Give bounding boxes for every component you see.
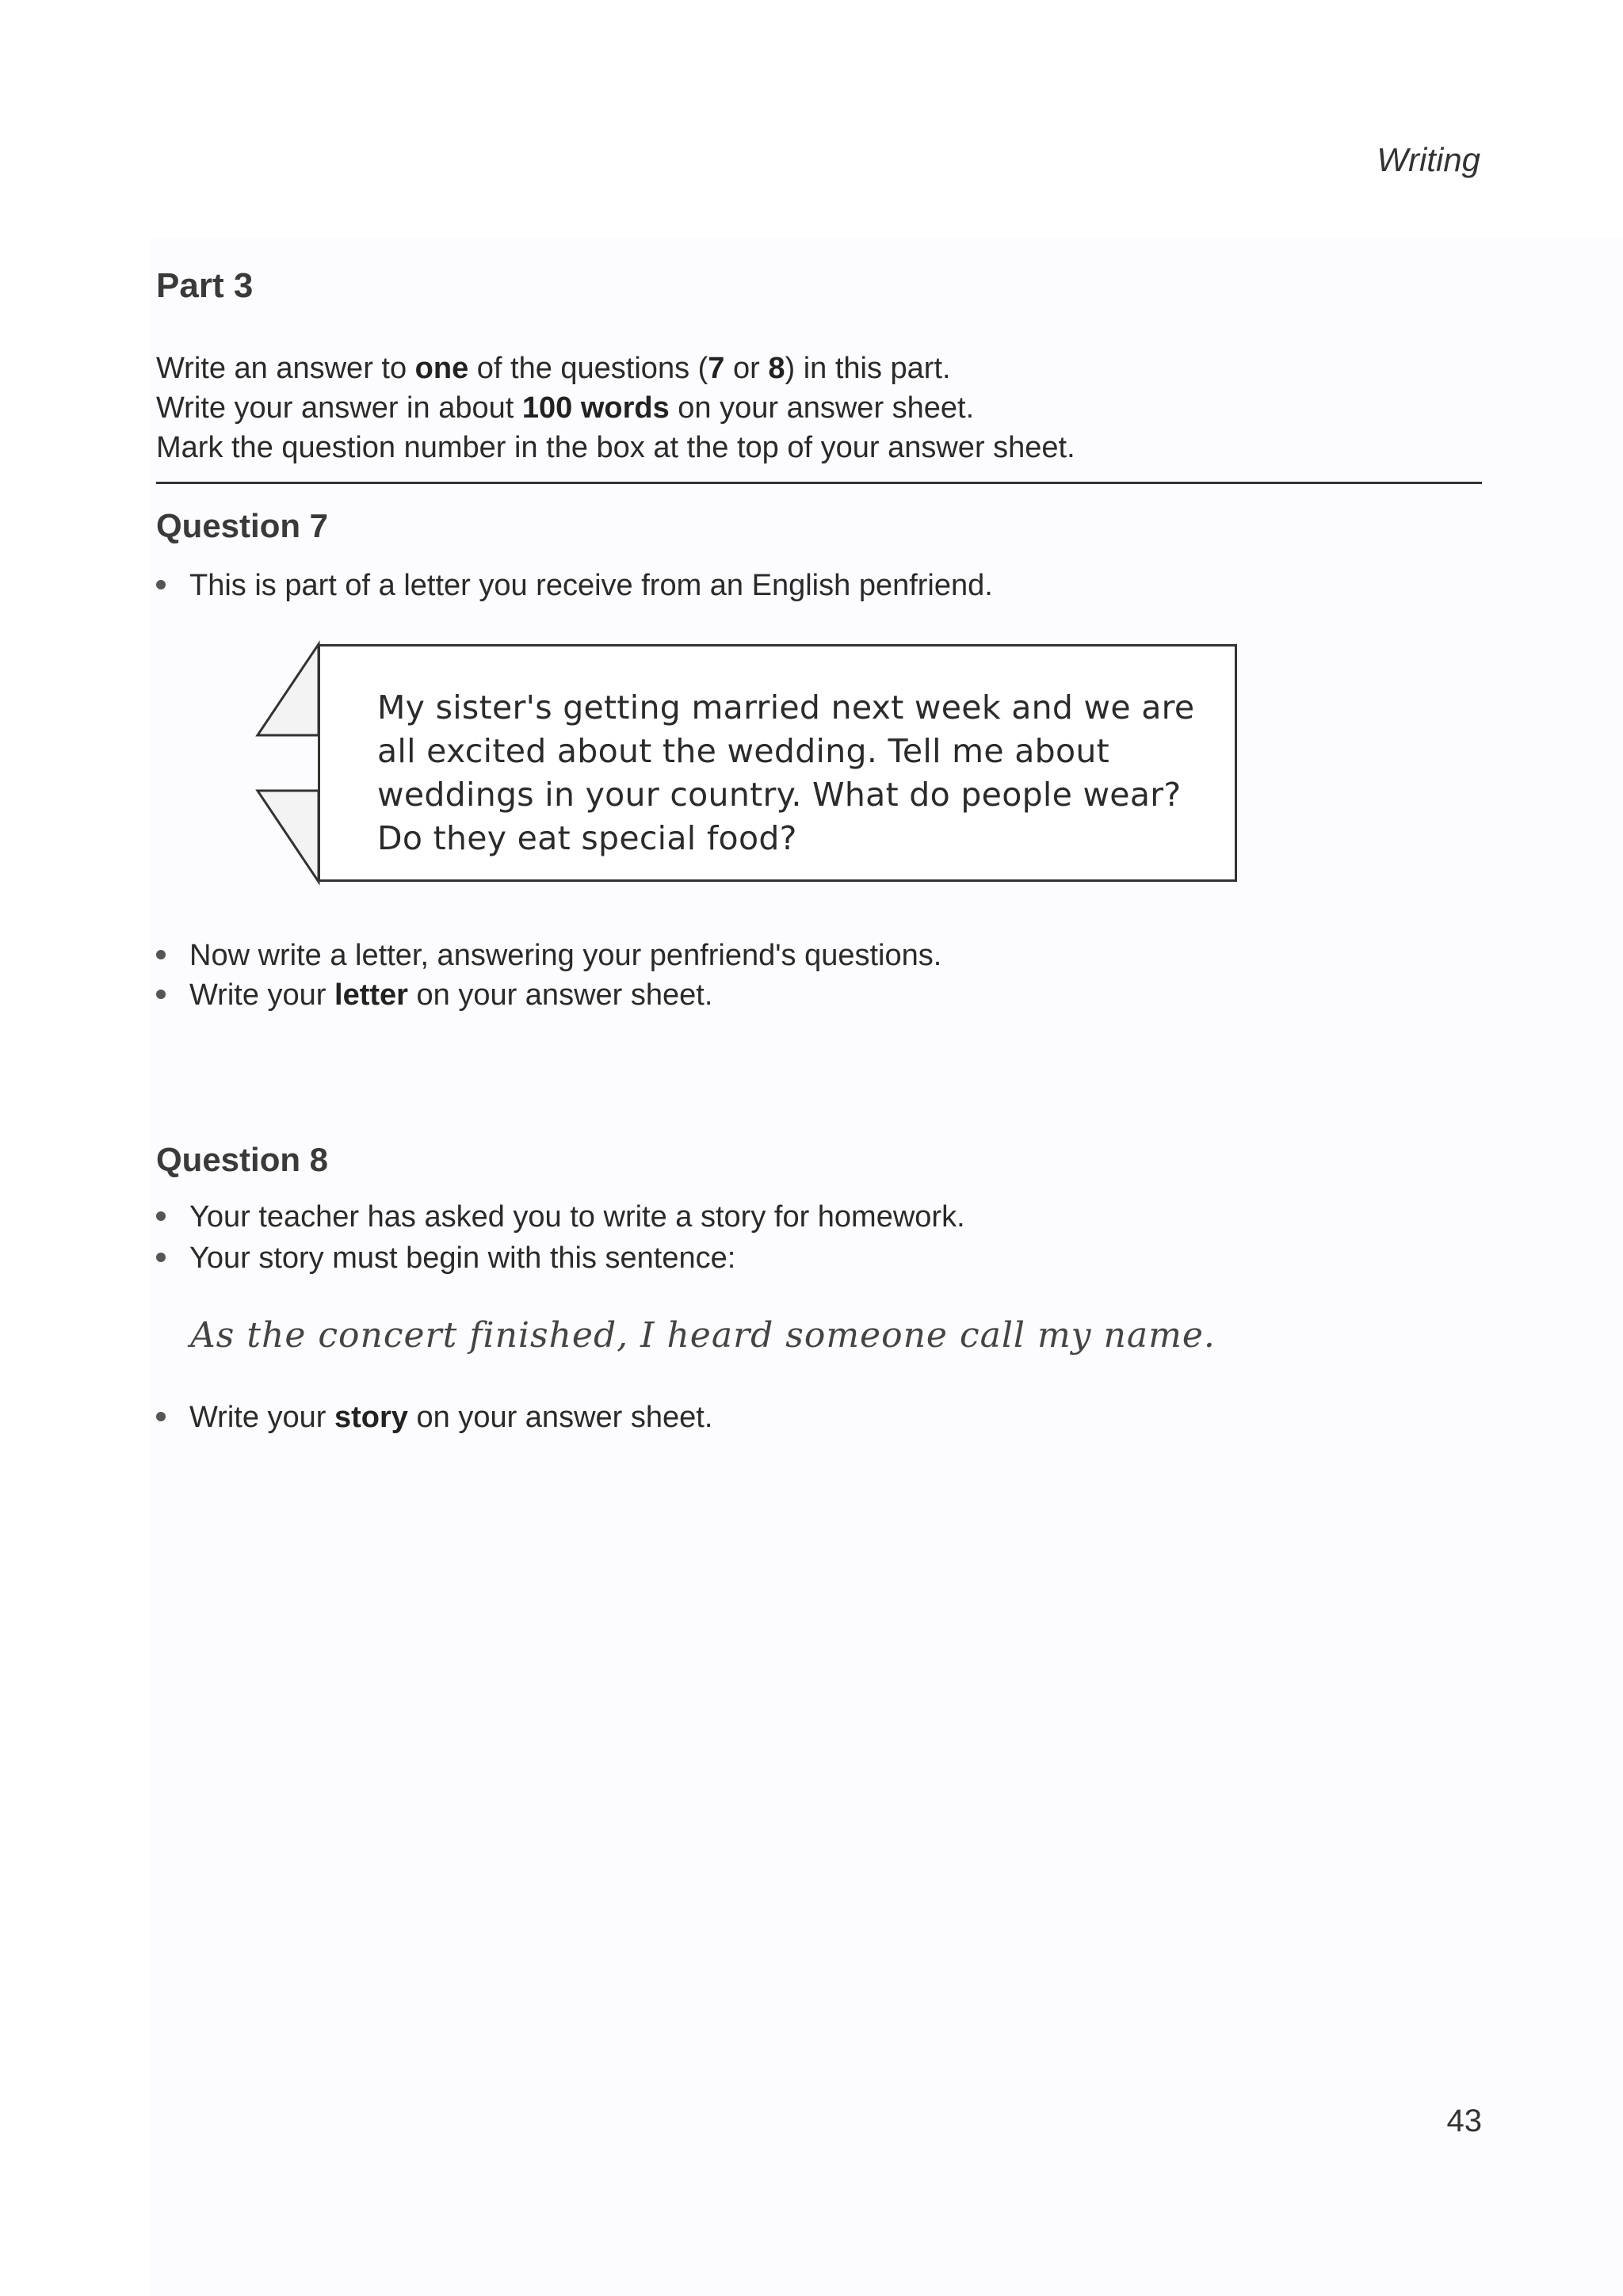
page-number: 43 xyxy=(1446,2103,1482,2138)
question-8-bullet-2: Your story must begin with this sentence: xyxy=(156,1241,735,1276)
question-8-bullet-3: Write your story on your answer sheet. xyxy=(156,1401,712,1435)
part-title: Part 3 xyxy=(156,266,254,305)
bullet-icon xyxy=(156,1412,166,1421)
letter-fold-icon xyxy=(254,640,325,886)
question-8-bullet-1: Your teacher has asked you to write a story for homework. xyxy=(156,1200,965,1234)
question-7-intro: This is part of a letter you receive from an English penfriend. xyxy=(156,569,993,603)
bullet-icon xyxy=(156,990,166,999)
bullet-icon xyxy=(156,1211,166,1221)
question-8-title: Question 8 xyxy=(156,1141,329,1178)
divider-rule xyxy=(156,482,1482,484)
question-7-bullet-2: Write your letter on your answer sheet. xyxy=(156,978,712,1013)
bullet-icon xyxy=(156,950,166,959)
instruction-line-1: Write an answer to one of the questions (7 or 8) in this part. xyxy=(156,352,951,385)
bullet-icon xyxy=(156,580,166,589)
question-7-title: Question 7 xyxy=(156,507,329,544)
penfriend-letter-text: My sister's getting married next week and we are all excited about the wedding. Tell me about weddings in your country. What do people wear? Do they eat special food? xyxy=(377,688,1195,857)
instruction-line-2: Write your answer in about 100 words on your answer sheet. xyxy=(156,391,975,425)
story-opening-sentence: As the concert finished, I heard someone call my name. xyxy=(190,1315,1216,1356)
penfriend-letter-box xyxy=(318,644,1237,882)
section-label: Writing xyxy=(1377,141,1480,178)
question-7-bullet-1: Now write a letter, answering your penfriend's questions. xyxy=(156,939,941,973)
part-instructions xyxy=(156,349,1075,467)
instruction-line-3: Mark the question number in the box at the top of your answer sheet. xyxy=(156,431,1075,464)
bullet-icon xyxy=(156,1253,166,1262)
